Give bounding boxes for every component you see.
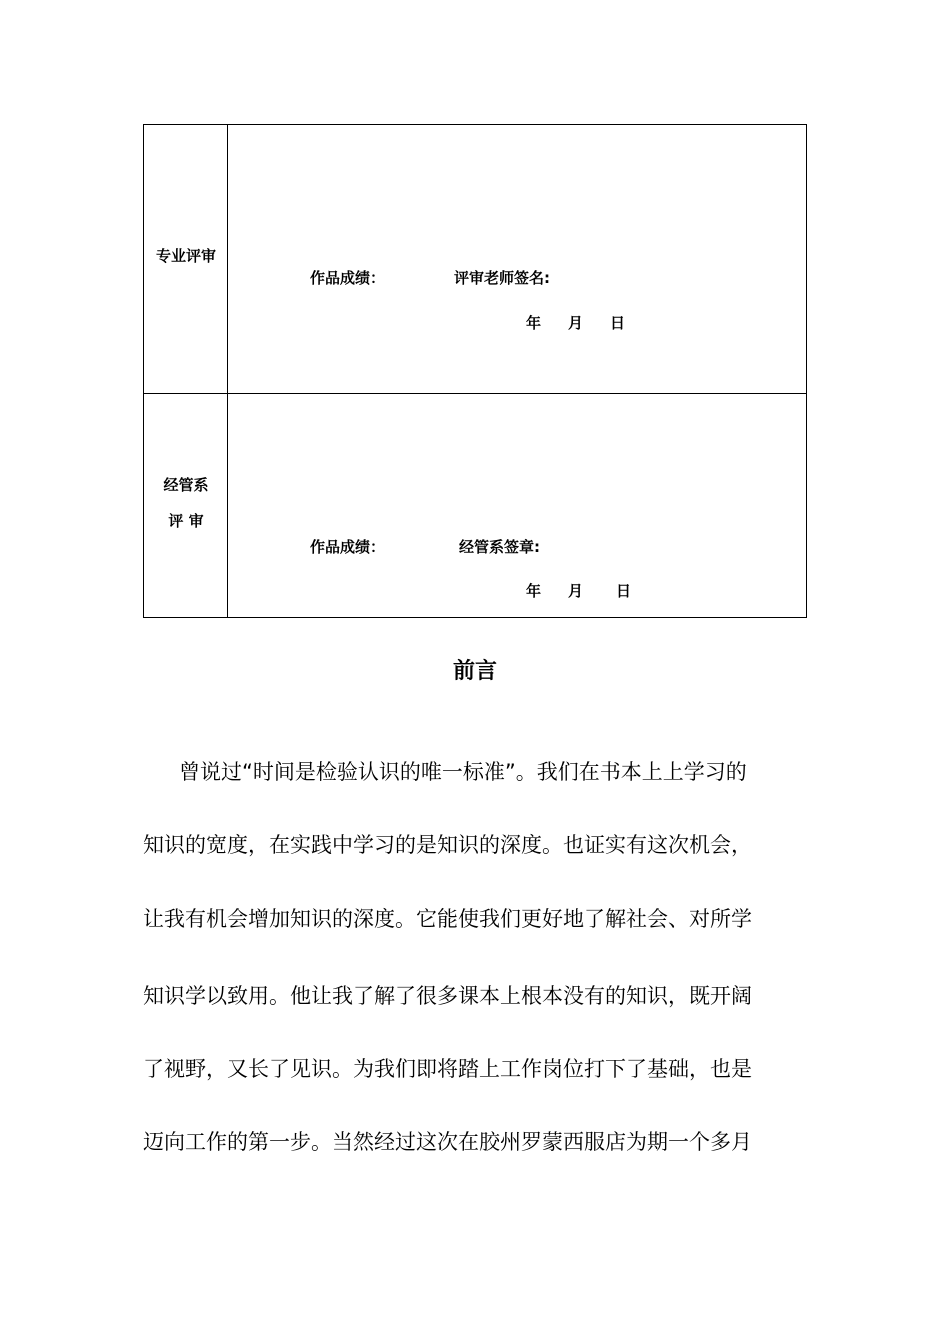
preface-line-3: 让我有机会增加知识的深度。它能使我们更好地了解社会、对所学 [143,907,752,931]
department-review-label-cell [144,394,228,617]
department-seal-label: 经管系签章: [459,538,540,556]
preface-title: 前言 [452,659,497,684]
department-review-label-line1: 经管系 [163,476,209,494]
professional-date-month: 月 [568,314,584,332]
preface-line-5: 了视野，又长了见识。为我们即将踏上工作岗位打下了基础，也是 [143,1057,752,1081]
teacher-signature-label: 评审老师签名: [454,269,550,287]
department-date-day: 日 [616,582,632,600]
preface-line-1: 曾说过“时间是检验认识的唯一标准”。我们在书本上上学习的 [179,760,747,784]
review-table [143,124,807,618]
department-review-label-line2: 评 审 [168,512,204,530]
professional-review-label: 专业评审 [155,247,216,265]
professional-date-day: 日 [610,314,626,332]
department-date-month: 月 [568,582,584,600]
professional-date-year: 年 [526,314,542,332]
preface-line-6: 迈向工作的第一步。当然经过这次在胶州罗蒙西服店为期一个多月 [143,1130,752,1154]
preface-line-4: 知识学以致用。他让我了解了很多课本上根本没有的知识，既开阔 [143,984,752,1008]
department-date-year: 年 [526,582,542,600]
department-score-label: 作品成绩： [310,538,386,556]
professional-review-row [144,125,806,394]
professional-review-label-cell [144,125,228,393]
department-review-row [144,394,806,617]
professional-score-label: 作品成绩： [310,269,386,287]
preface-line-2: 知识的宽度，在实践中学习的是知识的深度。也证实有这次机会， [143,833,752,857]
